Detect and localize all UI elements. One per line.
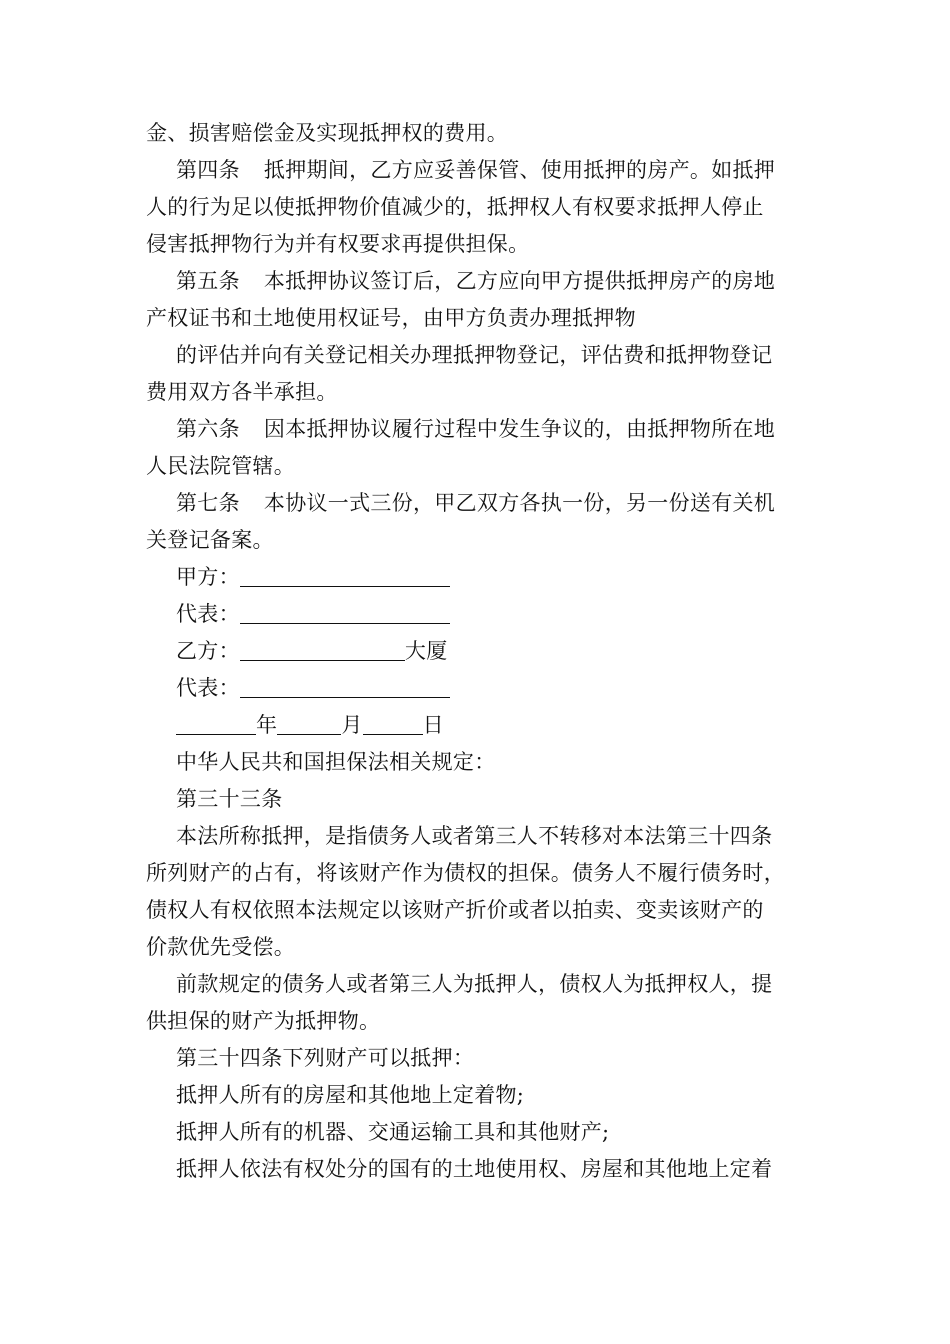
article-34-heading: 第三十四条下列财产可以抵押：	[176, 1046, 475, 1070]
rep-b-blank	[240, 673, 450, 698]
rep-a-label: 代表：	[176, 602, 240, 626]
paragraph-line: 人民法院管辖。	[146, 454, 296, 478]
section-heading: 中华人民共和国担保法相关规定：	[176, 750, 496, 774]
month-label: 月	[341, 713, 363, 737]
article-7-line	[146, 485, 808, 522]
paragraph-line: 侵害抵押物行为并有权要求再提供担保。	[146, 232, 530, 256]
list-item: 抵押人所有的机器、交通运输工具和其他财产;	[176, 1120, 610, 1144]
paragraph-line: 本法所称抵押，是指债务人或者第三人不转移对本法第三十四条	[176, 824, 773, 848]
article-text: 抵押期间，乙方应妥善保管、使用抵押的房产。如抵押	[263, 158, 776, 182]
rep-b-label: 代表：	[176, 676, 240, 700]
document-body	[146, 115, 808, 1188]
article-text: 本抵押协议签订后，乙方应向甲方提供抵押房产的房地	[263, 269, 776, 293]
article-number: 第七条	[176, 491, 240, 515]
paragraph-line: 价款优先受偿。	[146, 935, 296, 959]
paragraph-line: 费用双方各半承担。	[146, 380, 338, 404]
party-b-suffix: 大厦	[404, 639, 448, 663]
article-text: 因本抵押协议履行过程中发生争议的，由抵押物所在地	[263, 417, 776, 441]
paragraph-line: 的评估并向有关登记相关办理抵押物登记，评估费和抵押物登记	[176, 343, 773, 367]
signature-party-a	[146, 559, 808, 596]
rep-a-blank	[240, 599, 450, 624]
signature-rep-a	[146, 596, 808, 633]
article-6-line	[146, 411, 808, 448]
day-label: 日	[422, 713, 444, 737]
paragraph-line: 关登记备案。	[146, 528, 274, 552]
paragraph-line: 产权证书和土地使用权证号，由甲方负责办理抵押物	[146, 306, 636, 330]
article-number: 第五条	[176, 269, 240, 293]
list-item: 抵押人依法有权处分的国有的土地使用权、房屋和其他地上定着	[176, 1157, 773, 1181]
day-blank	[363, 710, 423, 735]
paragraph-line: 供担保的财产为抵押物。	[146, 1009, 381, 1033]
month-blank	[277, 710, 341, 735]
paragraph-line: 所列财产的占有，将该财产作为债权的担保。债务人不履行债务时，	[146, 861, 785, 885]
article-4-line	[146, 152, 808, 189]
party-b-label: 乙方：	[176, 639, 240, 663]
article-5-line	[146, 263, 808, 300]
article-text: 本协议一式三份，甲乙双方各执一份，另一份送有关机	[263, 491, 776, 515]
year-blank	[176, 710, 256, 735]
article-number: 第六条	[176, 417, 240, 441]
paragraph-line: 人的行为足以使抵押物价值减少的，抵押权人有权要求抵押人停止	[146, 195, 764, 219]
list-item: 抵押人所有的房屋和其他地上定着物;	[176, 1083, 525, 1107]
signature-date	[146, 707, 808, 744]
paragraph-line: 债权人有权依照本法规定以该财产折价或者以拍卖、变卖该财产的	[146, 898, 764, 922]
signature-party-b	[146, 633, 808, 670]
party-a-blank	[240, 562, 450, 587]
signature-rep-b	[146, 670, 808, 707]
paragraph-line: 前款规定的债务人或者第三人为抵押人，债权人为抵押权人，提	[176, 972, 773, 996]
party-b-blank	[240, 636, 405, 661]
party-a-label: 甲方：	[176, 565, 240, 589]
paragraph-line: 金、损害赔偿金及实现抵押权的费用。	[146, 121, 509, 145]
article-number: 第四条	[176, 158, 240, 182]
year-label: 年	[256, 713, 278, 737]
article-33-heading: 第三十三条	[176, 787, 283, 811]
